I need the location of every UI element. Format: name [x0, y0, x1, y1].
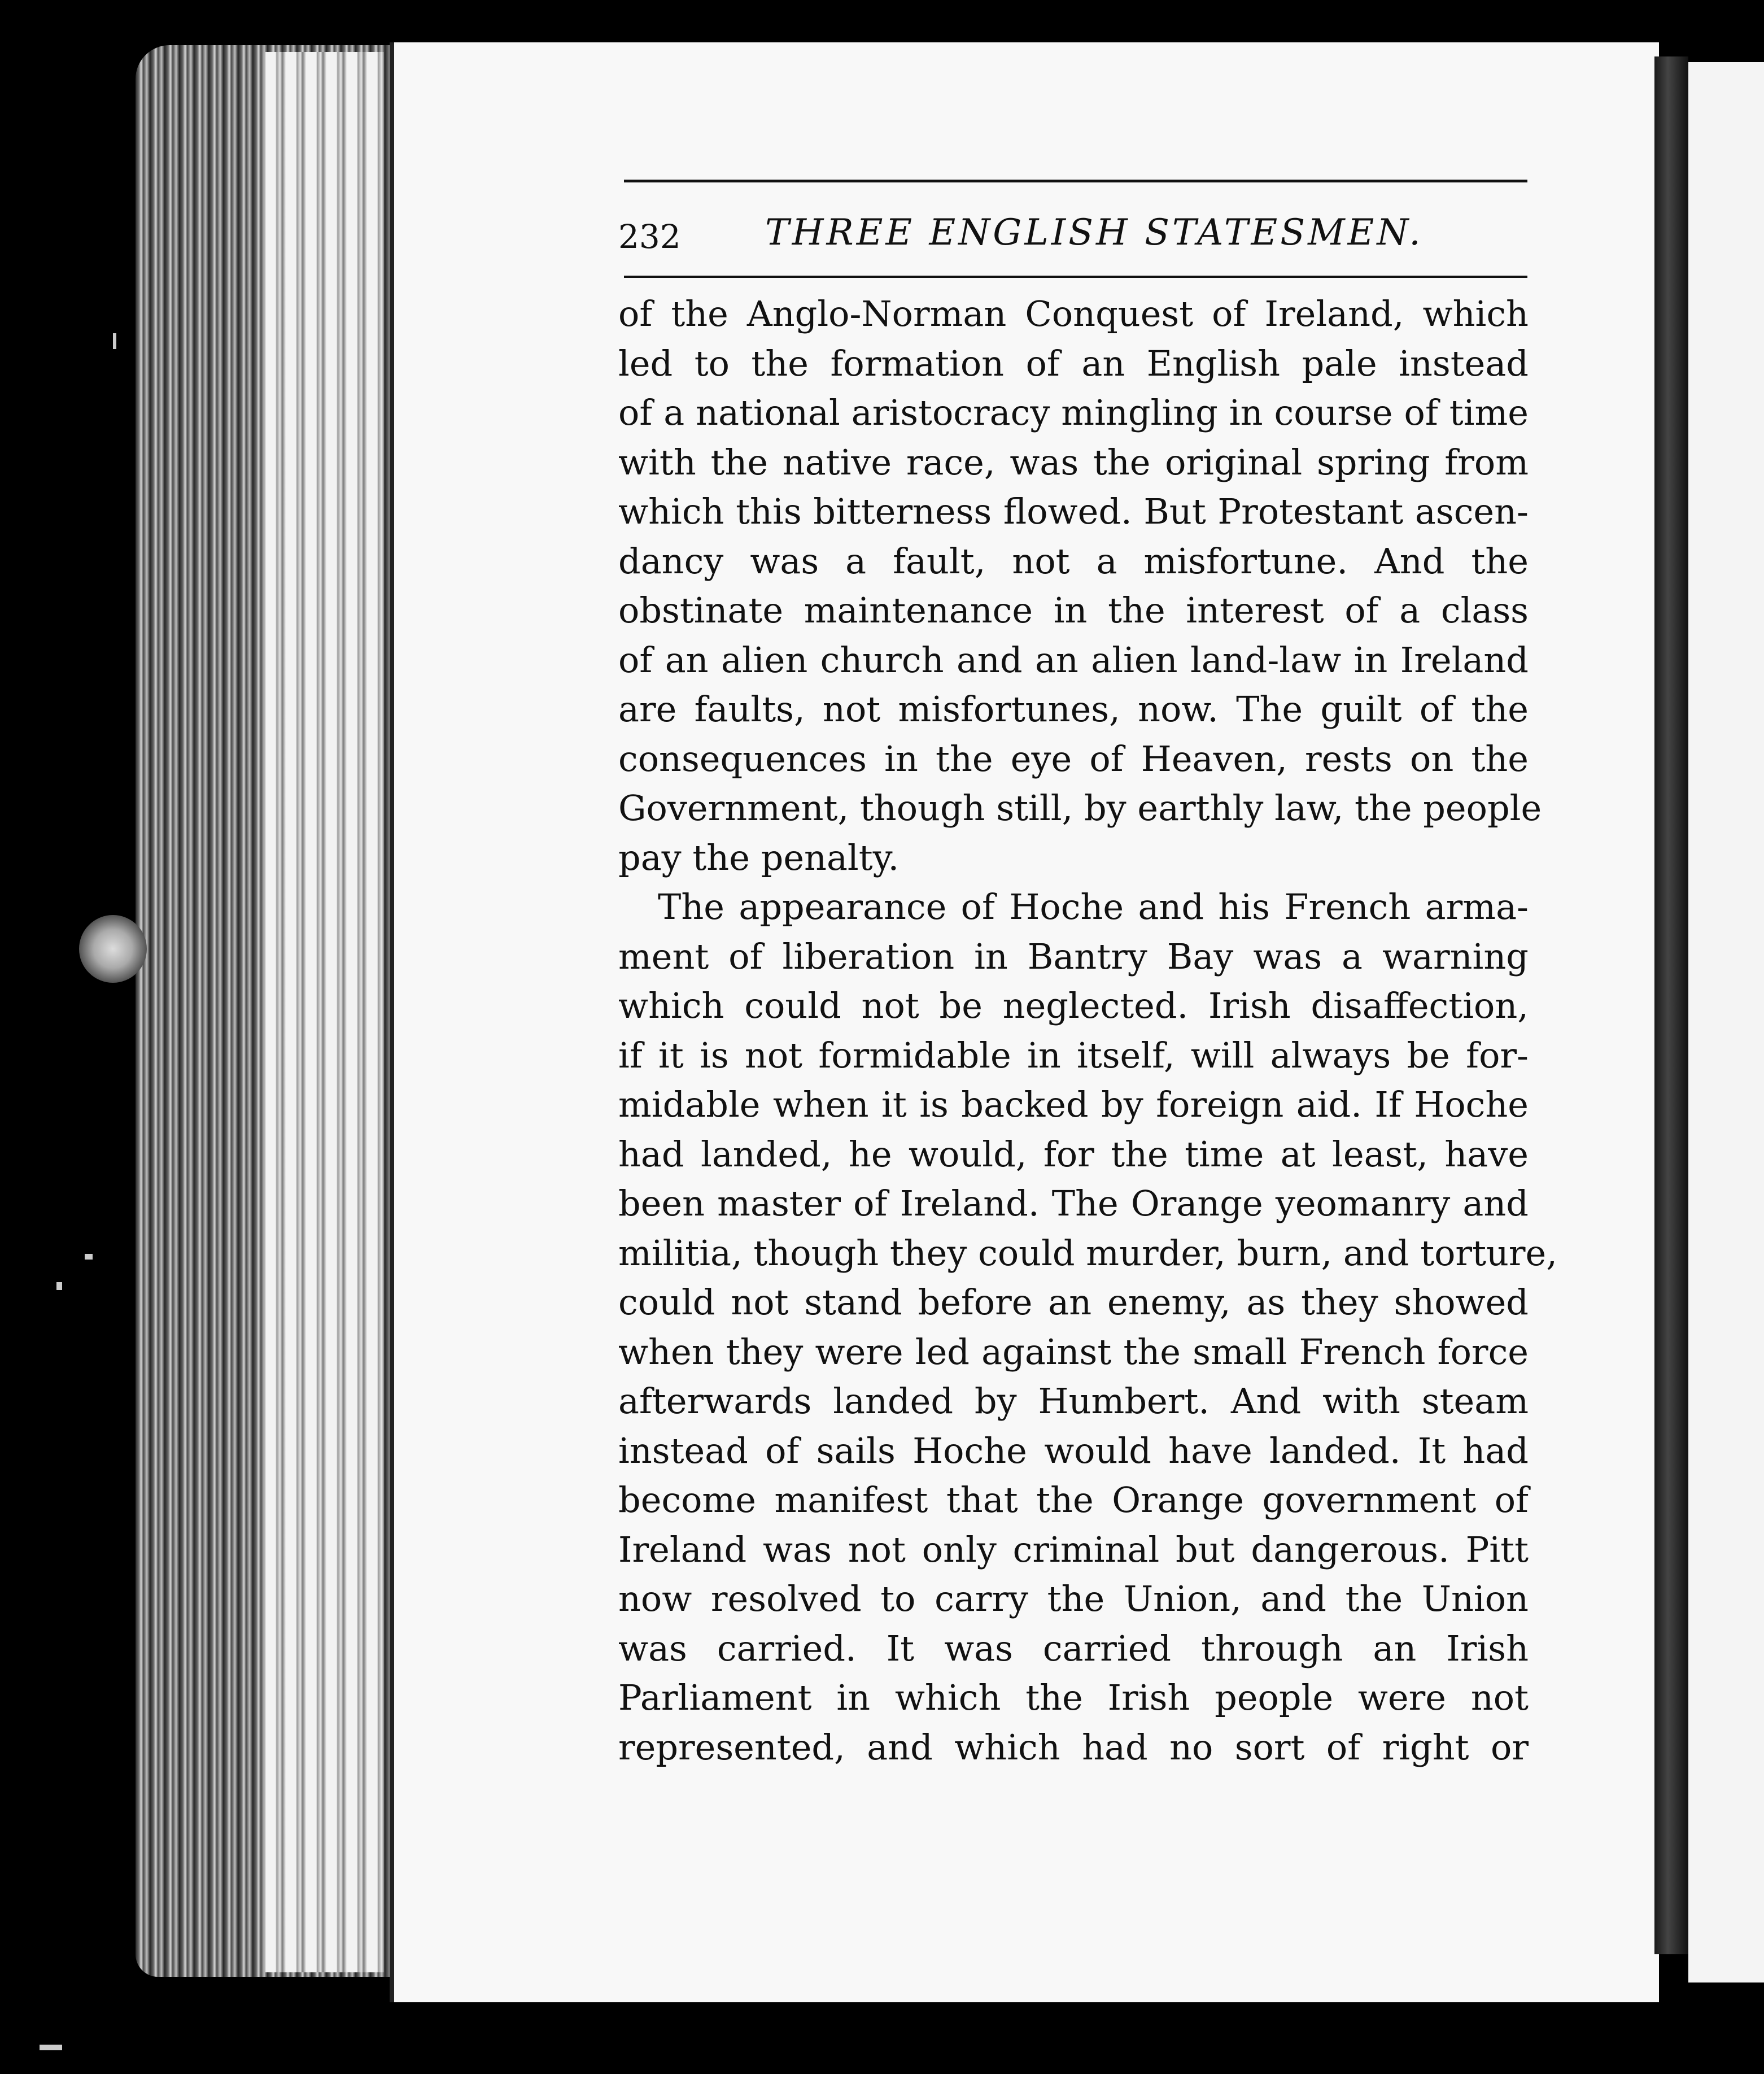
dust-speck	[40, 2045, 62, 2050]
facing-page	[1688, 62, 1764, 1982]
text-line: Parliament in which the Irish people were not	[618, 1677, 1529, 1718]
text-line: become manifest that the Orange government of	[618, 1479, 1529, 1520]
text-line: are faults, not misfortunes, now. The guilt of the	[618, 689, 1529, 730]
text-line: which could not be neglected. Irish disaffection,	[618, 985, 1529, 1026]
text-line: of an alien church and an alien land-law in Ireland	[618, 639, 1529, 681]
text-line: with the native race, was the original spring from	[618, 441, 1529, 483]
text-line: of the Anglo-Norman Conquest of Ireland, which	[618, 293, 1529, 334]
text-line: The appearance of Hoche and his French arma-	[658, 886, 1529, 927]
body-text	[618, 289, 1557, 1772]
header-rule-bottom	[624, 276, 1527, 278]
text-line: militia, though they could murder, burn, and torture,	[618, 1232, 1557, 1274]
dust-speck	[85, 1254, 93, 1260]
text-line: which this bitterness flowed. But Protestant ascen-	[618, 491, 1529, 532]
text-line: dancy was a fault, not a misfortune. And the	[618, 540, 1529, 582]
text-line: represented, and which had no sort of right or	[618, 1726, 1529, 1768]
running-head: THREE ENGLISH STATESMEN.	[765, 212, 1424, 254]
page-edges-inner	[265, 52, 384, 1972]
text-line: instead of sails Hoche would have landed. It had	[618, 1430, 1529, 1471]
text-line: consequences in the eye of Heaven, rests on the	[618, 738, 1529, 779]
text-line: afterwards landed by Humbert. And with steam	[618, 1380, 1529, 1422]
text-line: pay the penalty.	[618, 836, 900, 878]
text-line: could not stand before an enemy, as they showed	[618, 1282, 1529, 1323]
dust-speck	[113, 333, 116, 349]
text-line: if it is not formidable in itself, will always be for-	[618, 1034, 1529, 1076]
text-line: ment of liberation in Bantry Bay was a warning	[618, 935, 1529, 977]
text-line: Ireland was not only criminal but dangerous. Pitt	[618, 1528, 1529, 1570]
text-line: was carried. It was carried through an Irish	[618, 1627, 1529, 1669]
text-line: midable when it is backed by foreign aid. If Hoche	[618, 1084, 1529, 1125]
dust-speck	[56, 1282, 62, 1290]
text-line: now resolved to carry the Union, and the Union	[618, 1578, 1529, 1619]
page-number: 232	[618, 217, 681, 256]
text-line: had landed, he would, for the time at least, have	[618, 1133, 1529, 1175]
paragraph	[618, 882, 1557, 1772]
text-line: led to the formation of an English pale instead	[618, 342, 1529, 384]
page-header	[618, 212, 1533, 263]
text-line: Government, though still, by earthly law, the people	[618, 787, 1542, 829]
text-line: when they were led against the small French force	[618, 1331, 1529, 1372]
page-gutter-right	[1654, 56, 1688, 1954]
text-line: of a national aristocracy mingling in course of time	[618, 392, 1529, 433]
text-line: obstinate maintenance in the interest of a class	[618, 590, 1529, 631]
header-rule-top	[624, 180, 1527, 182]
paragraph	[618, 289, 1542, 882]
library-stamp	[79, 915, 147, 983]
text-line: been master of Ireland. The Orange yeomanry and	[618, 1183, 1529, 1224]
